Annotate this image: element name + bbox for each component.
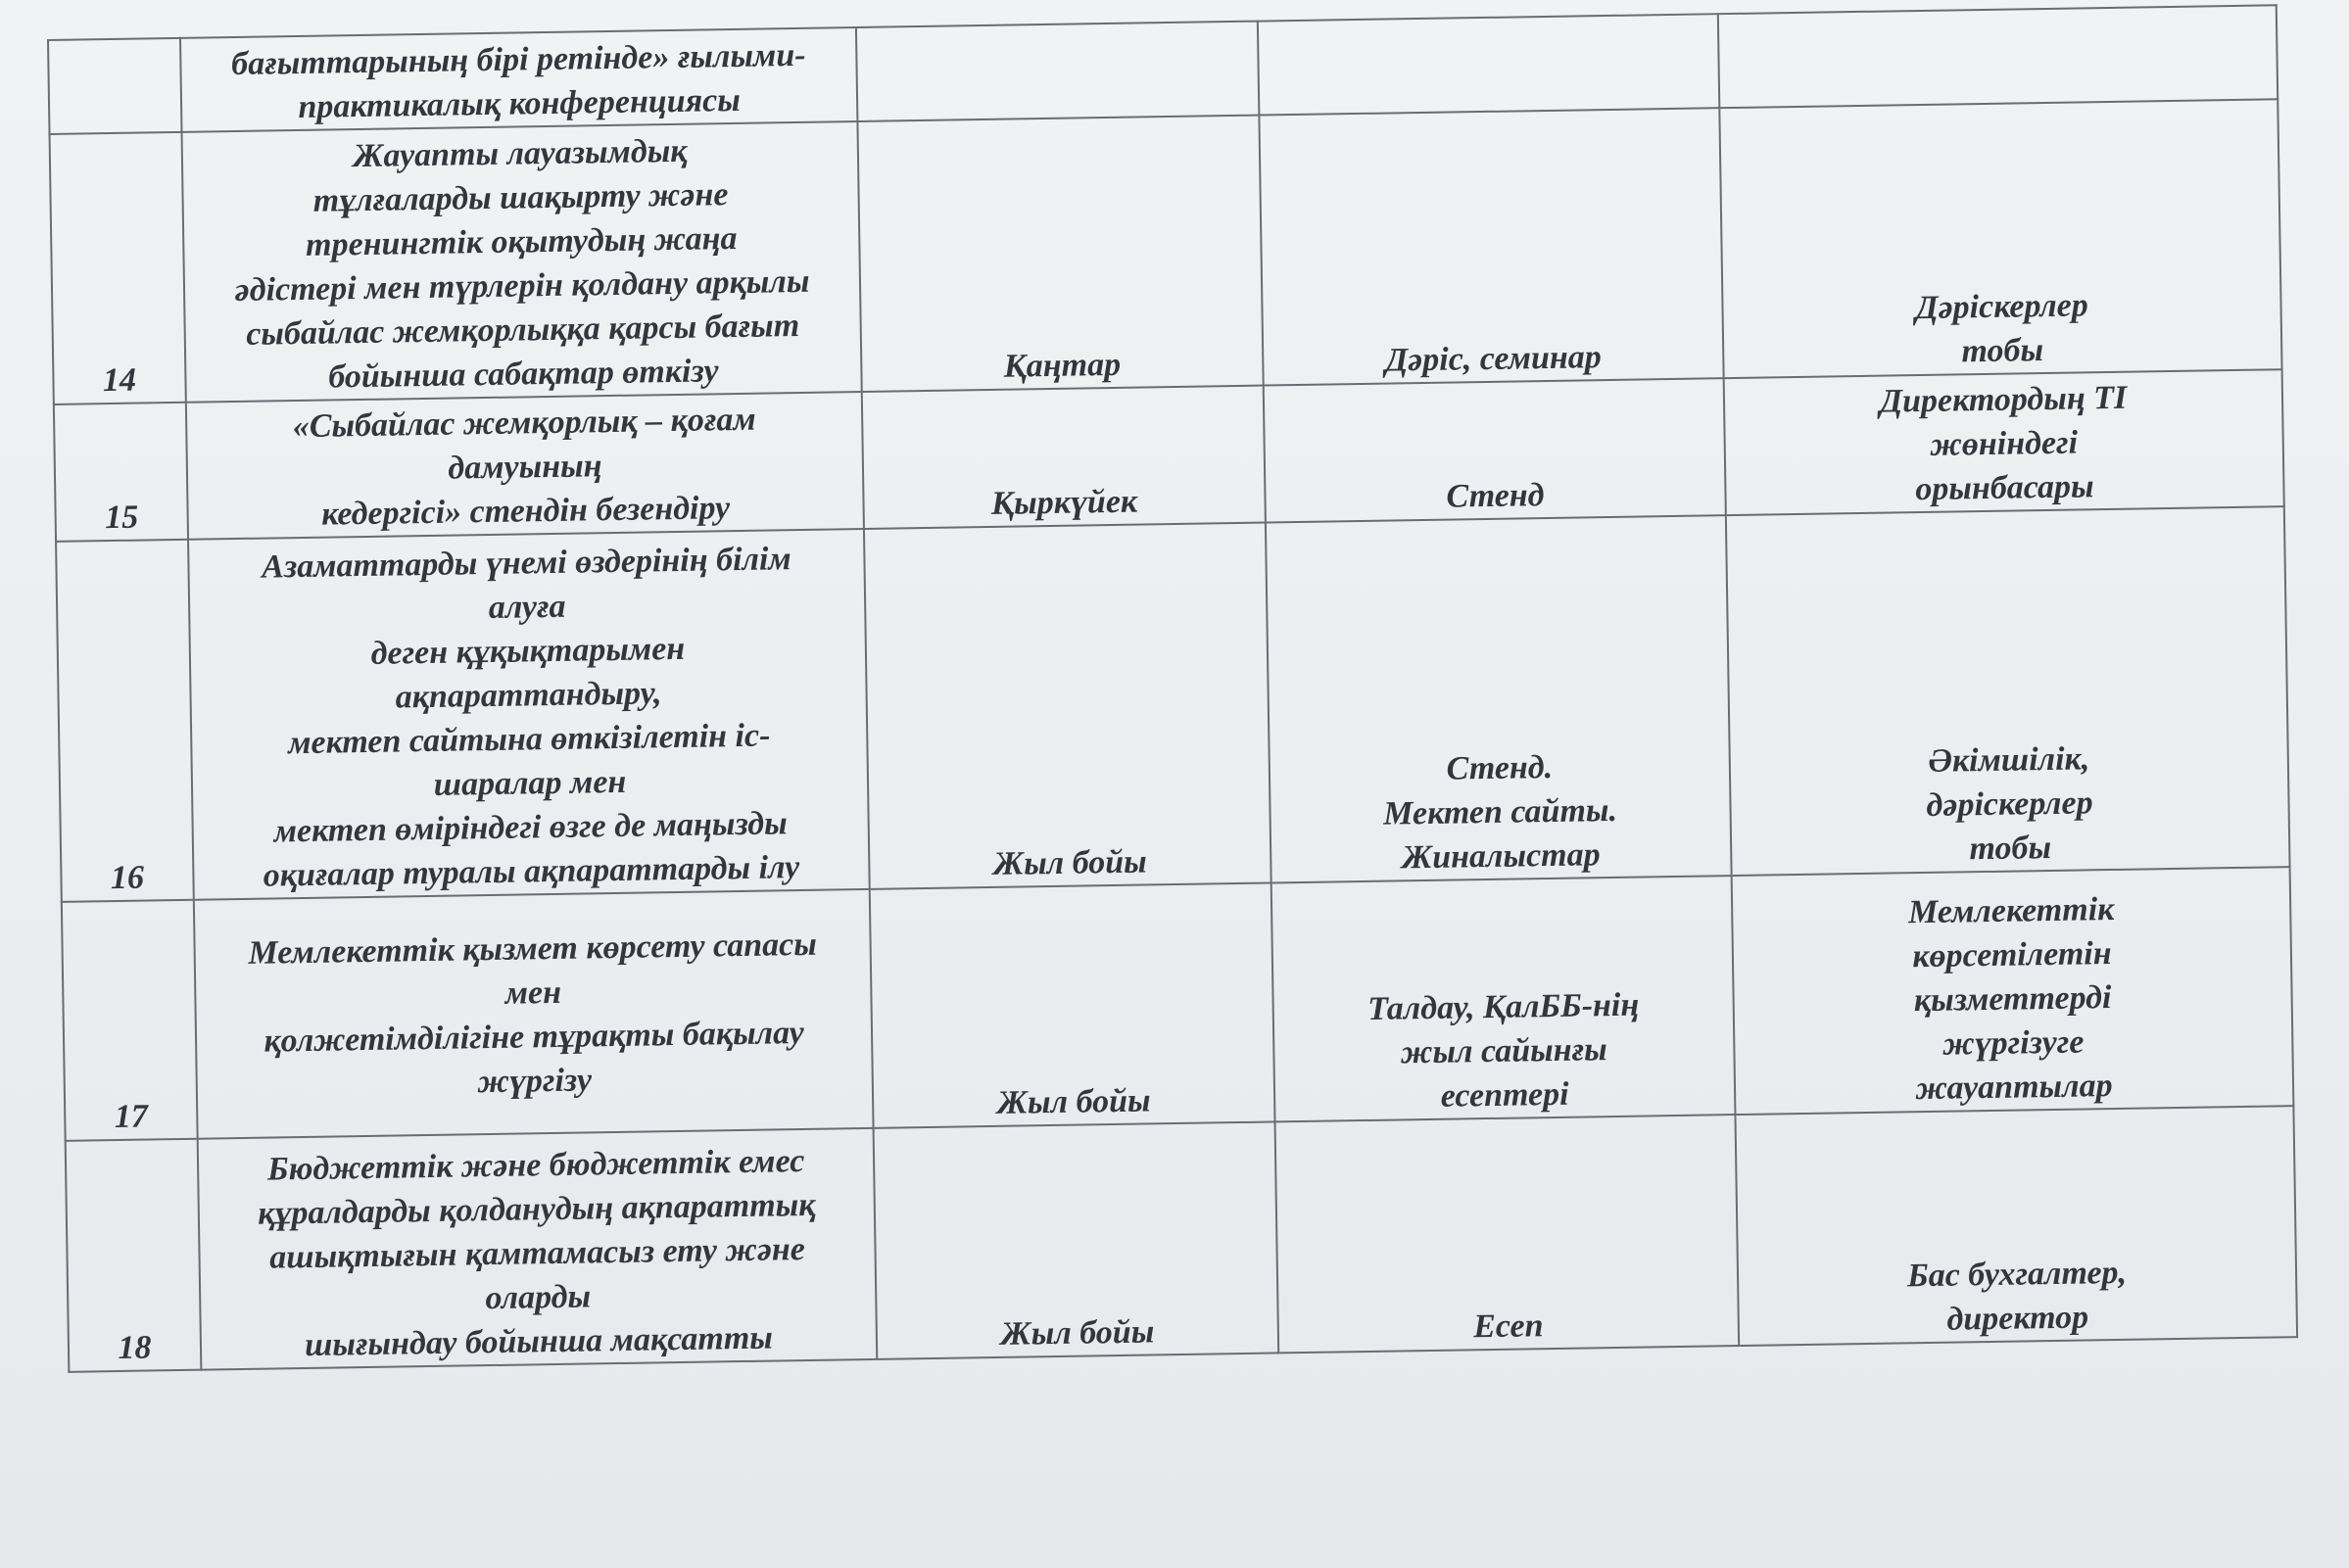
form-cell: Стенд. Мектеп сайты. Жиналыстар (1266, 515, 1732, 882)
form-cell: Талдау, ҚалББ-нің жыл сайынғы есептері (1271, 876, 1736, 1121)
time-cell: Қаңтар (857, 116, 1263, 392)
plan-table-container (47, 4, 2296, 1373)
row-number-cell: 17 (62, 900, 198, 1141)
time-cell: Жыл бойы (870, 882, 1275, 1127)
time-cell (856, 22, 1259, 121)
responsible-cell: Бас бухгалтер, директор (1735, 1106, 2297, 1346)
form-cell: Дәріс, семинар (1259, 108, 1723, 385)
event-cell: бағыттарының бірі ретінде» ғылыми- практикалық конференциясы (180, 27, 857, 132)
table-row (50, 99, 2282, 404)
row-number-cell (48, 38, 181, 134)
row-number-cell: 15 (54, 403, 188, 542)
event-cell: Мемлекеттік қызмет көрсету сапасы мен қолжетімділігіне тұрақты бақылау жүргізу (194, 889, 874, 1139)
row-number-cell: 14 (50, 132, 186, 404)
table-row (66, 1106, 2297, 1372)
event-cell: Бюджеттік және бюджеттік емес құралдарды қолданудың ақпараттық ашықтығын қамтамасыз ету және оларды шығындау бойынша мақсатты (198, 1128, 878, 1370)
responsible-cell: Әкімшілік, дәріскерлер тобы (1726, 506, 2290, 876)
responsible-cell: Директордың ТІ жөніндегі орынбасары (1724, 369, 2284, 515)
event-cell: «Сыбайлас жемқорлық – қоғам дамуының кедергісі» стендін безендіру (186, 392, 864, 540)
responsible-cell: Дәріскерлер тобы (1719, 99, 2281, 378)
time-cell: Жыл бойы (874, 1121, 1279, 1358)
time-cell: Жыл бойы (864, 523, 1271, 889)
form-cell: Стенд (1264, 378, 1726, 522)
table-row (56, 506, 2289, 902)
time-cell: Қыркүйек (862, 386, 1266, 529)
plan-table (47, 4, 2298, 1373)
responsible-cell (1718, 5, 2277, 108)
responsible-cell: Мемлекеттік көрсетілетін қызметтерді жүргізуге жауаптылар (1732, 867, 2294, 1115)
form-cell (1258, 14, 1719, 115)
form-cell: Есеп (1275, 1115, 1740, 1353)
event-cell: Азаматтарды үнемі өздерінің білім алуға деген құқықтарымен ақпараттандыру, мектеп сайтына өткізілетін іс- шаралар мен мектеп өміріндегі өзге де маңызды оқиғалар туралы ақпараттарды ілу (188, 529, 870, 900)
table-row (62, 867, 2294, 1141)
event-cell: Жауапты лауазымдық тұлғаларды шақырту және тренингтік оқытудың жаңа әдістері мен түрлерін қолдану арқылы сыбайлас жемқорлыққа қарсы бағыт бойынша сабақтар өткізу (182, 121, 862, 403)
row-number-cell: 18 (66, 1139, 202, 1372)
row-number-cell: 16 (56, 540, 194, 902)
